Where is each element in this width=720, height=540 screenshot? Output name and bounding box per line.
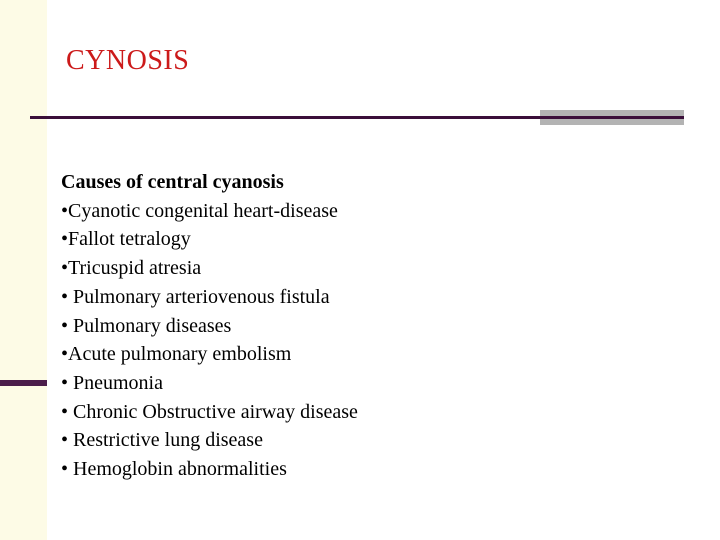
list-item: •Fallot tetralogy <box>61 228 191 251</box>
list-item: •Cyanotic congenital heart-disease <box>61 199 338 222</box>
list-item: •Acute pulmonary embolism <box>61 343 292 366</box>
slide-title: CYNOSIS <box>66 45 190 76</box>
list-item: •Tricuspid atresia <box>61 257 202 280</box>
list-item: • Chronic Obstructive airway disease <box>61 400 358 423</box>
list-item: • Restrictive lung disease <box>61 429 263 452</box>
cause-list <box>61 197 661 484</box>
list-item: • Pneumonia <box>61 371 163 394</box>
list-item: • Hemoglobin abnormalities <box>61 458 287 481</box>
left-decorative-band <box>0 0 47 540</box>
left-accent-bar <box>0 380 47 386</box>
list-item: • Pulmonary arteriovenous fistula <box>61 285 330 308</box>
title-divider-accent <box>540 110 684 125</box>
list-item: • Pulmonary diseases <box>61 314 232 337</box>
slide-content <box>61 168 661 484</box>
content-heading: Causes of central cyanosis <box>61 171 284 193</box>
